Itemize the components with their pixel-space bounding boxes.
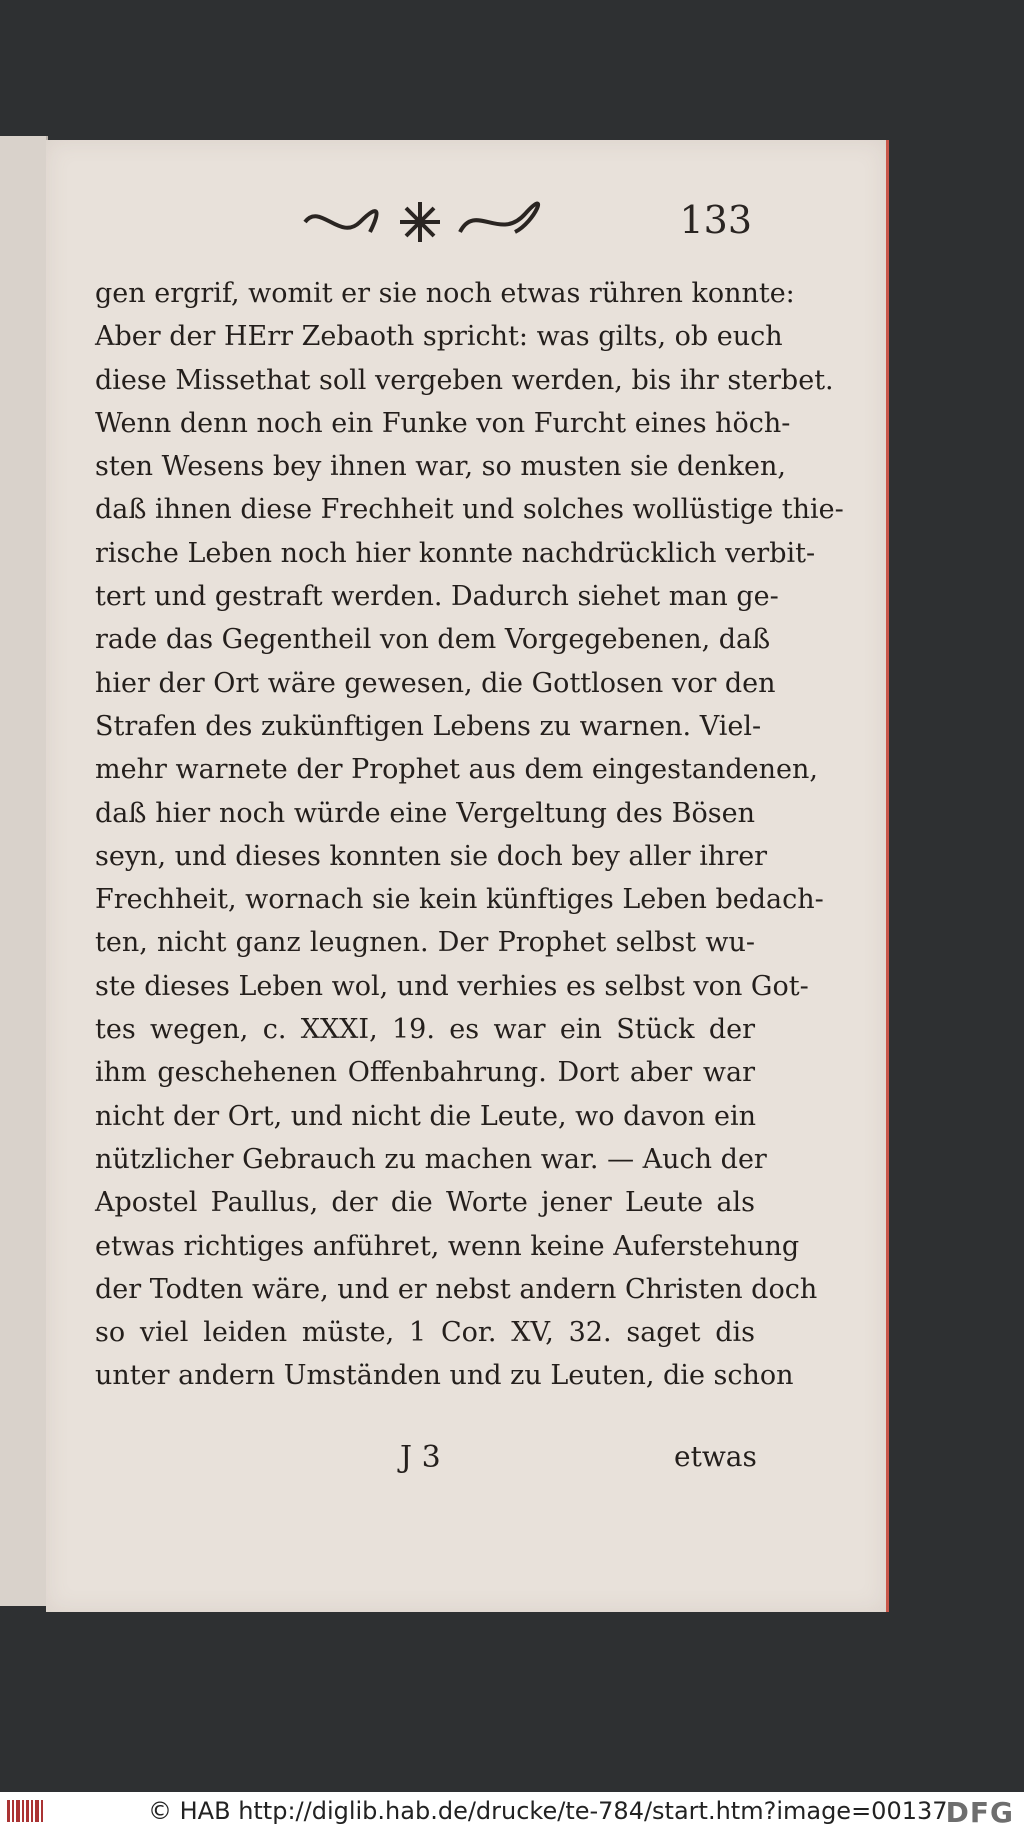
text-line: nützlicher Gebrauch zu machen war. — Auch der	[95, 1143, 767, 1175]
text-line: rade das Gegentheil von dem Vorgegebenen, daß	[95, 624, 771, 656]
text-line: diese Missethat soll vergeben werden, bis ihr sterbet.	[95, 364, 834, 396]
text-line: der Todten wäre, und er nebst andern Christen doch	[95, 1273, 818, 1305]
text-line: Frechheit, wornach sie kein künftiges Leben bedach-	[95, 884, 824, 916]
text-line: ten, nicht ganz leugnen. Der Prophet selbst wu-	[95, 927, 755, 959]
catchword: etwas	[674, 1440, 757, 1473]
text-line: hier der Ort wäre gewesen, die Gottlosen vor den	[95, 667, 776, 699]
text-line: ste dieses Leben wol, und verhies es selbst von Got-	[95, 970, 809, 1002]
text-line: nicht der Ort, und nicht die Leute, wo davon ein	[95, 1100, 756, 1132]
text-line: mehr warnete der Prophet aus dem eingestandenen,	[95, 754, 818, 786]
text-line: ihm geschehenen Offenbahrung. Dort aber war	[95, 1057, 755, 1089]
copyright-link[interactable]: © HAB http://diglib.hab.de/drucke/te-784/start.htm?image=00137	[148, 1797, 948, 1825]
previous-page-edge	[0, 136, 48, 1606]
text-line: so viel leiden müste, 1 Cor. XV, 32. saget dis	[95, 1317, 755, 1349]
library-barcode-icon	[6, 1798, 44, 1824]
text-line: Strafen des zukünftigen Lebens zu warnen. Viel-	[95, 710, 762, 742]
dfg-logo: DFG	[945, 1796, 1014, 1829]
page-text	[95, 272, 844, 1398]
text-line: gen ergrif, womit er sie noch etwas rühren konnte:	[95, 278, 795, 309]
text-line: tes wegen, c. XXXI, 19. es war ein Stück der	[95, 1014, 755, 1046]
text-line: Aber der HErr Zebaoth spricht: was gilts, ob euch	[95, 321, 783, 353]
text-line: rische Leben noch hier konnte nachdrücklich verbit-	[95, 537, 816, 569]
signature-mark: J 3	[400, 1440, 441, 1475]
footer-bar	[0, 1792, 1024, 1830]
page-number: 133	[679, 198, 752, 242]
text-line: unter andern Umständen und zu Leuten, die schon	[95, 1360, 794, 1392]
text-line: seyn, und dieses konnten sie doch bey aller ihrer	[95, 840, 768, 872]
text-line: Apostel Paullus, der die Worte jener Leute als	[95, 1187, 755, 1219]
text-line: daß ihnen diese Frechheit und solches wollüstige thie-	[95, 494, 844, 526]
text-line: Wenn denn noch ein Funke von Furcht eines höch-	[95, 407, 791, 439]
text-line: tert und gestraft werden. Dadurch siehet man ge-	[95, 581, 779, 613]
ornament-icon	[300, 192, 540, 252]
text-line: sten Wesens bey ihnen war, so musten sie denken,	[95, 451, 786, 483]
text-line: etwas richtiges anführet, wenn keine Auferstehung	[95, 1230, 800, 1262]
text-line: daß hier noch würde eine Vergeltung des Bösen	[95, 797, 755, 829]
